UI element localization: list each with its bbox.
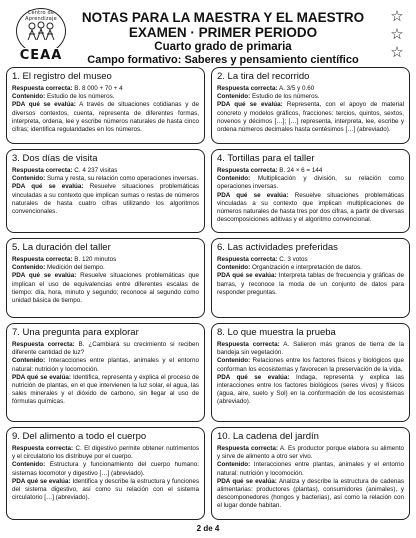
content-line — [217, 175, 404, 191]
answer-label: Respuesta correcta: — [217, 256, 278, 263]
answer-value: B. 8 000 + 70 + 4 — [74, 85, 123, 92]
content-value: Interacciones entre plantas, animales y el entorno natural: nutrición y locomoción. — [217, 461, 405, 477]
question-title: 7. Una pregunta para explorar — [12, 327, 139, 338]
pda-value: Interpreta tablas de frecuencia y gráficas de barras, y reconoce la moda de un conjunto de datos para responder preguntas. — [217, 272, 405, 296]
answer-value: A. 3/5 y 0.60 — [278, 85, 315, 92]
question-title: 4. Tortillas para el taller — [217, 153, 315, 164]
star-icon: ☆ — [390, 44, 404, 61]
pda-label: PDA qué se evalúa: — [217, 191, 289, 199]
answer-label: Respuesta correcta: — [217, 445, 278, 452]
content-value: Organización e interpretación de datos. — [251, 264, 362, 272]
question-card — [6, 67, 205, 144]
answer-line — [12, 445, 199, 461]
answer-value: B. 120 minutos — [74, 256, 117, 263]
formative-field: Campo formativo: Saberes y pensamiento científico — [87, 54, 359, 66]
pda-value: A través de situaciones cotidianas y de diversos contextos, cuenta, representa de diferentes formas, interpreta, ordena, lee y escribe números naturales de hasta cinco cifras; identifica regularidades en los números. — [12, 101, 199, 134]
logo-name: CEAA — [16, 48, 66, 63]
question-card — [6, 238, 205, 318]
question-card — [6, 149, 205, 233]
pda-line — [217, 478, 404, 511]
answer-line — [217, 341, 404, 357]
content-line — [217, 264, 404, 272]
answer-line — [217, 85, 404, 93]
question-card — [211, 238, 410, 318]
content-value: Medición del tiempo. — [46, 264, 105, 272]
content-label: Contenido: — [12, 175, 46, 183]
answer-label: Respuesta correcta: — [217, 167, 278, 174]
content-value: Relaciones entre los factores físicos y biológicos que conforman los ecosistemas y favorecen la preservación de la vida. — [217, 357, 404, 373]
pda-value: Identifica, representa y explica el proceso de nutrición de plantas, en el que intervienen la luz solar, el agua, las sales minerales y el dióxido de carbono, sin llegar al uso de fórmulas químicas. — [12, 373, 199, 406]
answer-line — [12, 167, 199, 175]
pda-line — [12, 272, 199, 305]
school-logo — [10, 8, 72, 66]
question-title: 10. La cadena del jardín — [217, 431, 319, 442]
pda-value: Resuelve situaciones problemáticas que implican el uso de equivalencias entre diferentes escalas de tiempo: día, hora, minuto y segundo; reconoce al segundo como unidad básica de tiempo. — [12, 272, 199, 305]
question-card — [211, 323, 410, 422]
header — [6, 6, 410, 68]
page-number: 2 de 4 — [196, 524, 220, 533]
answer-value: C. 3 votos — [279, 256, 308, 263]
pda-value: Resuelve situaciones problemáticas vinculadas a su contexto que implican sumas o restas de números naturales de hasta cuatro cifras utilizando los algoritmos convencionales. — [12, 183, 199, 216]
pda-label: PDA qué se evalúa: — [12, 183, 84, 191]
answer-value: B. 24 × 6 = 144 — [279, 167, 323, 174]
pda-value: Indaga, representa y explica las interacciones entre los factores biológicos (seres vivos) y físicos (agua, aire, suelo y Sol) en la conformación de los ecosistemas (abreviado). — [217, 373, 404, 406]
content-label: Contenido: — [12, 461, 46, 469]
content-line — [12, 93, 199, 101]
content-line — [12, 264, 199, 272]
answer-line — [12, 341, 199, 357]
pda-line — [12, 183, 199, 216]
content-label: Contenido: — [12, 93, 46, 101]
pda-label: PDA qué se evalúa: — [12, 477, 71, 485]
pda-line — [12, 101, 199, 134]
answer-label: Respuesta correcta: — [12, 256, 73, 263]
page-title: NOTAS PARA LA MAESTRA Y EL MAESTRO — [81, 10, 365, 25]
answer-label: Respuesta correcta: — [12, 445, 74, 452]
answer-label: Respuesta correcta: — [12, 167, 73, 174]
question-card — [6, 427, 205, 520]
question-card — [6, 323, 205, 422]
answer-line — [217, 256, 404, 264]
content-value: Estudio de los números. — [46, 93, 115, 101]
content-label: Contenido: — [217, 93, 251, 101]
pda-label: PDA qué se evalúa: — [12, 101, 76, 109]
pda-line — [217, 272, 404, 297]
pda-label: PDA qué se evalúa: — [12, 373, 71, 381]
content-line — [12, 357, 199, 373]
question-card — [211, 67, 410, 144]
answer-label: Respuesta correcta: — [217, 85, 278, 92]
question-card — [211, 149, 410, 233]
pda-label: PDA qué se evalúa: — [217, 101, 283, 109]
question-title: 8. Lo que muestra la prueba — [217, 327, 336, 338]
answer-value: C. El digestivo permite obtener nutrimentos y el circulatorio los distribuye por el cuerpo. — [12, 445, 200, 461]
answer-label: Respuesta correcta: — [12, 85, 73, 92]
pda-line — [217, 101, 404, 134]
content-label: Contenido: — [217, 264, 251, 272]
question-title: 9. Del alimento a todo el cuerpo — [12, 431, 147, 442]
answer-value: C. 4 237 visitas — [74, 167, 118, 174]
pda-label: PDA qué se evalúa: — [217, 373, 290, 381]
content-line — [217, 461, 404, 477]
star-icon: ☆ — [390, 26, 404, 43]
pda-value: Identifica y describe la estructura y funciones del sistema digestivo, así como su relación con el sistema circulatorio […] (abreviado). — [12, 477, 199, 502]
pda-line — [12, 478, 199, 503]
pda-value: Resuelve situaciones problemáticas vinculadas a su contexto que implican multiplicaciones de números naturales de hasta tres por dos cifras, a partir de diversas descomposiciones aditivas y el algoritmo convencional. — [217, 191, 404, 224]
pda-line — [217, 192, 404, 225]
answer-label: Respuesta correcta: — [12, 341, 75, 348]
content-line — [12, 461, 199, 477]
pda-label: PDA qué se evalúa: — [217, 272, 277, 280]
question-title: 3. Dos días de visita — [12, 153, 98, 164]
pda-label: PDA qué se evalúa: — [217, 477, 277, 485]
answer-line — [12, 256, 199, 264]
question-cards-grid — [6, 67, 410, 520]
pda-value: Analiza y describe la estructura de cadenas alimentarias: productores (plantas), consumidores (animales), y descomponedores (hongos y bacterias), así como la relación con el lugar donde habitan. — [217, 477, 405, 510]
question-title: 5. La duración del taller — [12, 242, 111, 253]
pda-line — [12, 374, 199, 407]
pda-line — [217, 374, 404, 407]
answer-value: B. ¿Cambiará su crecimiento si reciben diferente cantidad de luz? — [12, 341, 200, 357]
question-card — [211, 427, 410, 520]
content-line — [217, 93, 404, 101]
content-line — [217, 357, 404, 373]
exam-period: EXAMEN · PRIMER PERIODO — [128, 25, 318, 40]
content-label: Contenido: — [217, 461, 251, 469]
content-label: Contenido: — [12, 357, 46, 365]
question-title: 1. El registro del museo — [12, 71, 112, 82]
content-value: Estudio de los números. — [251, 93, 320, 101]
children-icon — [24, 20, 58, 42]
answer-line — [217, 167, 404, 175]
answer-line — [12, 85, 199, 93]
answer-label: Respuesta correcta: — [217, 341, 280, 348]
content-label: Contenido: — [12, 264, 46, 272]
grade-level: Cuarto grado de primaria — [154, 41, 292, 53]
answer-value: A. Es productor porque elabora su alimento y sirve de alimento a otro ser vivo. — [217, 445, 405, 461]
star-rating — [388, 8, 406, 62]
content-value: Estructura y funcionamiento del cuerpo humano: sistemas locomotor y digestivo […] (abreviado). — [12, 461, 199, 477]
question-title: 6. Las actividades preferidas — [217, 242, 338, 253]
pda-label: PDA qué se evalúa: — [12, 272, 77, 280]
question-title: 2. La tira del recorrido — [217, 71, 310, 82]
star-icon: ☆ — [390, 8, 404, 25]
content-label: Contenido: — [217, 357, 251, 365]
content-value: Suma y resta, su relación como operaciones inversas. — [46, 175, 199, 183]
pda-value: Representa, con el apoyo de material concreto y modelos gráficos, fracciones: tercios, quintos, sextos, novenos y décimos […]; […] representa, interpreta, lee, escribe y ordena números decimales hasta centésimos […] (abreviado). — [217, 101, 404, 134]
content-value: Multiplicación y división, su relación como operaciones inversas. — [217, 175, 405, 191]
logo-arc-text: Centro de Aprendizaje — [25, 10, 57, 22]
content-value: Interacciones entre plantas, animales y el entorno natural: nutrición y locomoción. — [12, 357, 200, 373]
content-line — [12, 175, 199, 183]
answer-line — [217, 445, 404, 461]
answer-value: A. Salieron más granos de tierra de la bandeja sin vegetación. — [217, 341, 405, 357]
header-titles — [76, 10, 370, 67]
content-label: Contenido: — [217, 175, 251, 183]
